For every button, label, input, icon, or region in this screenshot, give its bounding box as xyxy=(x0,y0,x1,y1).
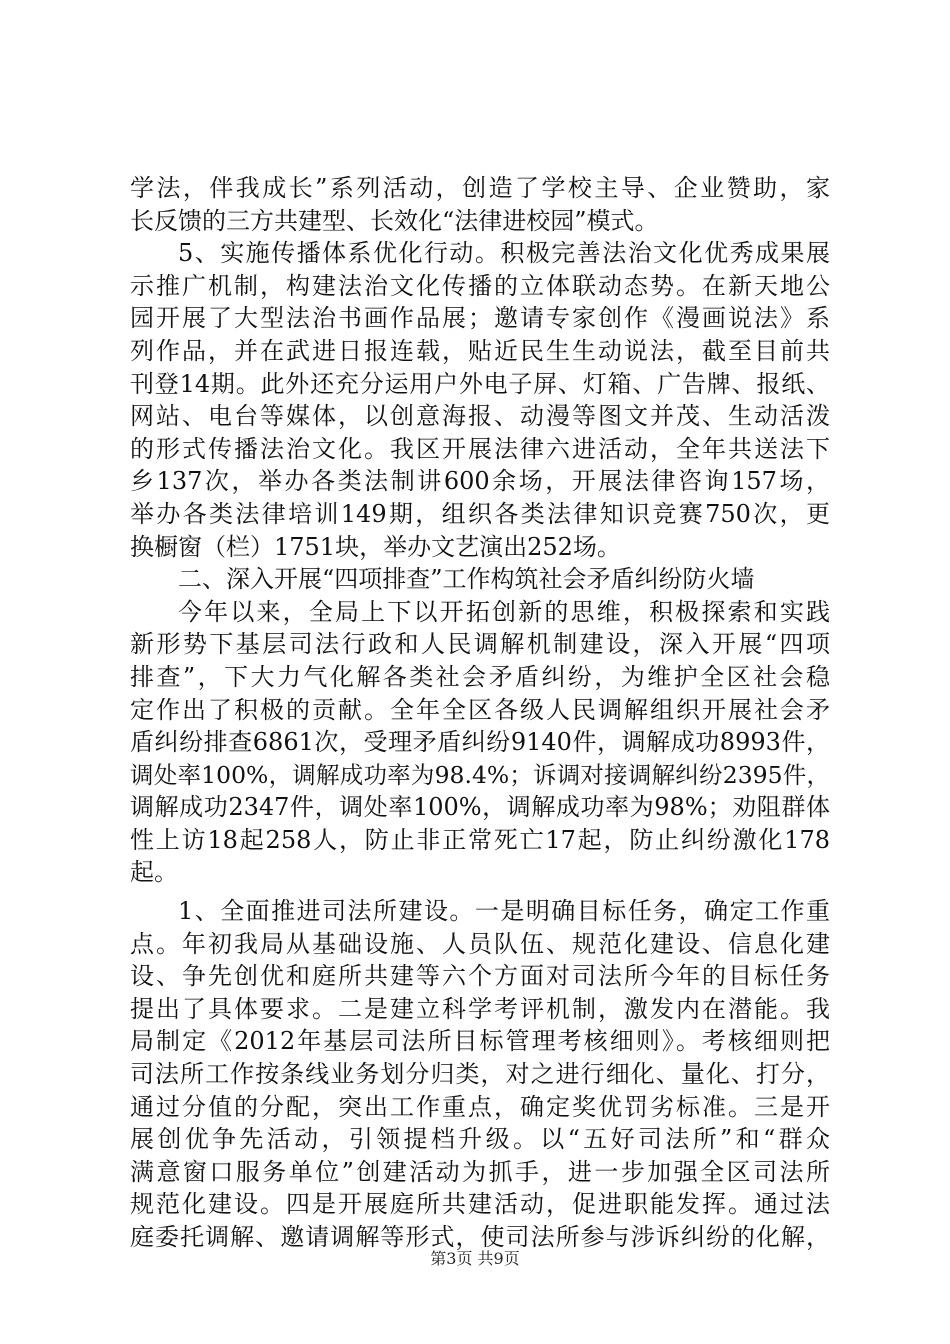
paragraph-line: 性上访18起258人，防止非正常死亡17起，防止纠纷激化178 xyxy=(130,825,830,854)
paragraph-line: 列作品，并在武进日报连载，贴近民生生动说法，截至目前共 xyxy=(130,336,830,365)
paragraph-line: 乡137次，举办各类法制讲600余场，开展法律咨询157场， xyxy=(130,467,830,496)
document-body xyxy=(130,172,830,1254)
section-heading: 二、深入开展“四项排查”工作构筑社会矛盾纠纷防火墙 xyxy=(178,565,755,594)
paragraph-line: 5、实施传播体系优化行动。积极完善法治文化优秀成果展 xyxy=(178,239,830,268)
paragraph-line: 设、争先创优和庭所共建等六个方面对司法所今年的目标任务 xyxy=(130,962,830,991)
paragraph-line: 提出了具体要求。二是建立科学考评机制，激发内在潜能。我 xyxy=(130,994,830,1023)
page-number-footer: 第3页 共9页 xyxy=(430,1249,520,1268)
paragraph-line: 网站、电台等媒体，以创意海报、动漫等图文并茂、生动活泼 xyxy=(130,402,830,431)
paragraph-line: 今年以来，全局上下以开拓创新的思维，积极探索和实践 xyxy=(178,597,830,626)
paragraph-line: 举办各类法律培训149期，组织各类法律知识竞赛750次，更 xyxy=(130,499,830,528)
paragraph-line: 的形式传播法治文化。我区开展法律六进活动，全年共送法下 xyxy=(130,434,830,463)
paragraph-line: 通过分值的分配，突出工作重点，确定奖优罚劣标准。三是开 xyxy=(130,1092,830,1121)
paragraph-line: 点。年初我局从基础设施、人员队伍、规范化建设、信息化建 xyxy=(130,929,830,958)
paragraph-line: 调解成功2347件，调处率100%，调解成功率为98%；劝阻群体 xyxy=(130,793,830,822)
paragraph-line: 盾纠纷排查6861次，受理矛盾纠纷9140件，调解成功8993件， xyxy=(130,728,830,757)
paragraph-line: 满意窗口服务单位”创建活动为抓手，进一步加强全区司法所 xyxy=(130,1157,830,1186)
paragraph-line: 新形势下基层司法行政和人民调解机制建设，深入开展“四项 xyxy=(130,630,830,659)
paragraph-line: 调处率100%，调解成功率为98.4%；诉调对接调解纠纷2395件， xyxy=(130,760,830,789)
paragraph-line: 示推广机制，构建法治文化传播的立体联动态势。在新天地公 xyxy=(130,271,830,300)
paragraph-line: 刊登14期。此外还充分运用户外电子屏、灯箱、广告牌、报纸、 xyxy=(130,369,830,398)
paragraph-line: 局制定《2012年基层司法所目标管理考核细则》。考核细则把 xyxy=(130,1027,830,1056)
paragraph-line: 定作出了积极的贡献。全年全区各级人民调解组织开展社会矛 xyxy=(130,695,830,724)
paragraph-line: 司法所工作按条线业务划分归类，对之进行细化、量化、打分， xyxy=(130,1060,830,1089)
paragraph-line: 庭委托调解、邀请调解等形式，使司法所参与涉诉纠纷的化解， xyxy=(130,1223,830,1251)
paragraph-line: 起。 xyxy=(130,858,178,887)
paragraph-line: 1、全面推进司法所建设。一是明确目标任务，确定工作重 xyxy=(178,897,830,926)
paragraph-line: 排查”，下大力气化解各类社会矛盾纠纷，为维护全区社会稳 xyxy=(130,662,830,691)
paragraph-line: 学法，伴我成长”系列活动，创造了学校主导、企业赞助，家 xyxy=(130,174,830,202)
paragraph-line: 展创优争先活动，引领提档升级。以“五好司法所”和“群众 xyxy=(130,1125,830,1154)
paragraph-line: 规范化建设。四是开展庭所共建活动，促进职能发挥。通过法 xyxy=(130,1190,830,1219)
paragraph-line: 长反馈的三方共建型、长效化“法律进校园”模式。 xyxy=(130,206,659,235)
paragraph-line: 园开展了大型法治书画作品展；邀请专家创作《漫画说法》系 xyxy=(130,304,830,333)
paragraph-line: 换橱窗（栏）1751块，举办文艺演出252场。 xyxy=(130,532,621,561)
